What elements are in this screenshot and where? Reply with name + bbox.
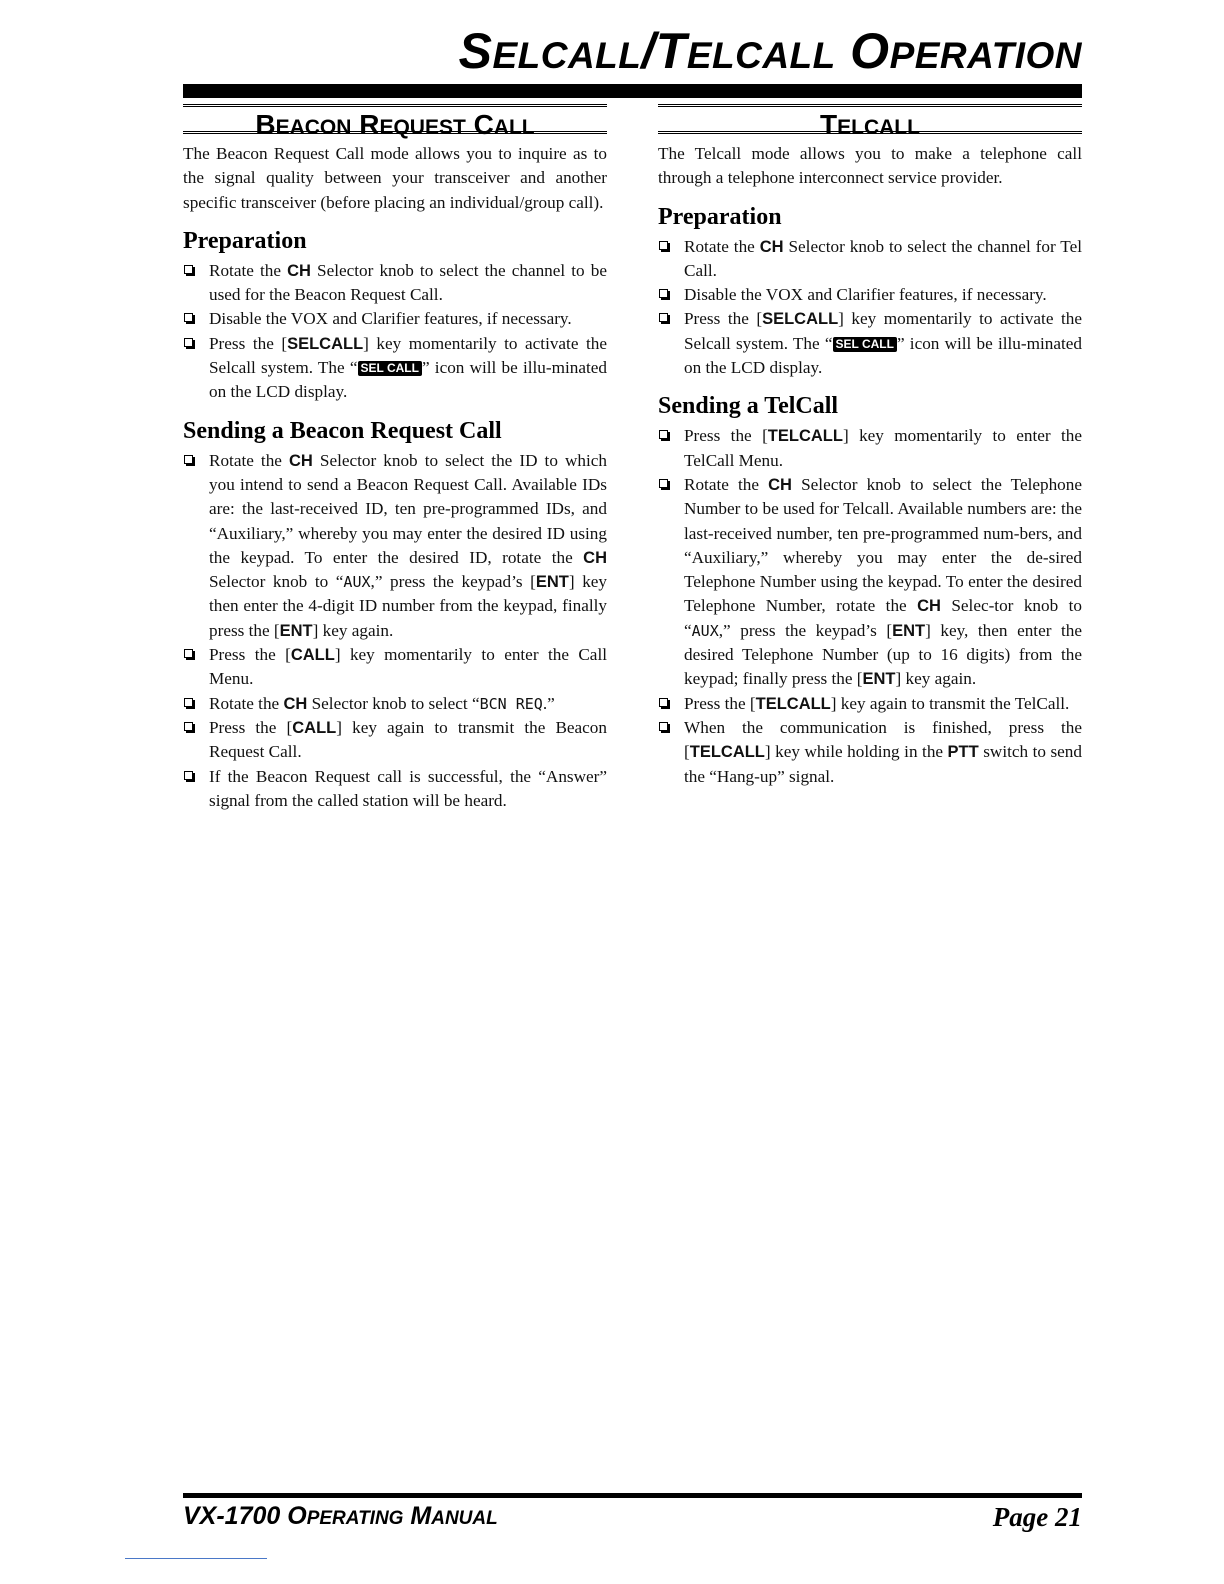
list-item: [183, 449, 607, 643]
beacon-request-column: [183, 104, 607, 813]
text-run: Selector knob to select the channel for Tel Call.: [684, 236, 1082, 280]
divider-line: [125, 1558, 267, 1559]
text-run: ] key momentarily to activate the Selcall system. The “: [209, 333, 607, 378]
checkbox-bullet-icon: [184, 455, 193, 464]
key-label: CH: [917, 597, 941, 616]
telcall-sending-title: Sending a TelCall: [658, 393, 839, 420]
key-label: ENT: [279, 621, 313, 640]
telcall-intro: The Telcall mode allows you to make a telephone call through a telephone interconnect service provider.: [658, 144, 1082, 188]
key-label: TELCALL: [767, 427, 843, 446]
key-label: CH: [288, 451, 313, 470]
title-part-rest: ELCALL: [686, 35, 836, 76]
list-item: [183, 332, 607, 405]
beacon-preparation-title: Preparation: [183, 227, 307, 254]
text-run: switch to send the “Hang-up” signal.: [684, 742, 1082, 786]
text-run: ] key again.: [312, 620, 394, 640]
title-part-initial: C: [465, 109, 494, 140]
footer-rule: [183, 1493, 1082, 1498]
beacon-sending-list: [183, 449, 607, 813]
text-run: Press the [: [209, 645, 291, 665]
title-part-rest: PERATION: [889, 35, 1082, 76]
title-part-rest: ELCALL: [492, 35, 642, 76]
title-bar: [183, 84, 1082, 98]
text-run: When the communication is finished, press the [: [684, 717, 1082, 762]
checkbox-bullet-icon: [659, 313, 668, 322]
text-run: Selector knob to select “: [307, 693, 480, 713]
list-item: [658, 283, 1082, 307]
list-item: [183, 716, 607, 765]
key-label: CH: [287, 261, 311, 280]
checkbox-bullet-icon: [184, 771, 193, 780]
text-run: Selector knob to select the ID to which you intend to send a Beacon Request Call. Available IDs are: the last-received ID, ten pre-programmed IDs, and “Auxiliary,” whereby you may enter the desired ID using the keypad. To enter the desired ID, rotate the: [209, 450, 607, 567]
checkbox-bullet-icon: [184, 338, 193, 347]
list-item: [658, 235, 1082, 284]
text-run: Selector knob to select the channel to be used for the Beacon Request Call.: [209, 260, 607, 305]
key-label: SELCALL: [287, 334, 364, 353]
title-part-rest: ALL: [493, 116, 535, 139]
text-run: ] key again to transmit the Beacon Request Call.: [209, 717, 607, 762]
key-label: SELCALL: [762, 310, 839, 329]
page-title: [458, 23, 1082, 79]
text-run: Disable the VOX and Clarifier features, if necessary.: [684, 285, 1047, 305]
title-part-initial: T: [820, 109, 838, 140]
telcall-column: [658, 104, 1082, 789]
text-run: ] key momentarily to activate the Selcall system. The “: [684, 309, 1082, 353]
key-label: PTT: [947, 743, 979, 762]
list-item: [658, 473, 1082, 692]
text-run: Rotate the: [209, 693, 284, 713]
key-label: CH: [768, 475, 792, 494]
title-part-initial: M: [403, 1502, 432, 1530]
title-part-initial: S: [458, 23, 493, 79]
text-run: Press the [: [209, 333, 288, 353]
title-part-rest: ANUAL: [431, 1508, 498, 1529]
title-part-rest: ELCALL: [837, 116, 920, 139]
telcall-sending-list: [658, 424, 1082, 788]
text-run: .”: [542, 693, 555, 713]
text-run: Rotate the: [209, 450, 289, 470]
text-run: Press the [: [684, 426, 768, 446]
checkbox-bullet-icon: [659, 289, 668, 298]
text-run: Rotate the: [684, 474, 769, 494]
key-label: CH: [759, 237, 784, 256]
beacon-request-heading: [183, 104, 607, 140]
key-label: ENT: [892, 621, 926, 640]
text-run: Selector knob to select the Telephone Number to be used for Telcall. Available numbers are: the last-received number, ten pre-programmed num-bers, and “Auxiliary,” whereby you may enter the de-sired Telephone Number using the keypad. To enter the desired Telephone Number, rotate the: [684, 474, 1082, 616]
checkbox-bullet-icon: [184, 265, 193, 274]
key-label: TELCALL: [755, 694, 831, 713]
lcd-text: BCN REQ: [479, 694, 543, 713]
list-item: [658, 424, 1082, 473]
beacon-sending-title: Sending a Beacon Request Call: [183, 417, 502, 444]
text-run: ,” press the keypad’s [: [370, 572, 536, 592]
sel-call-badge: SEL CALL: [358, 361, 422, 376]
page-number: Page 21: [992, 1502, 1082, 1532]
beacon-intro: The Beacon Request Call mode allows you to inquire as to the signal quality between your transceiver and another specific transceiver (before placing an individual/group call).: [183, 144, 607, 212]
text-run: ] key again.: [895, 669, 977, 689]
text-run: ,” press the keypad’s [: [718, 620, 893, 640]
telcall-preparation-title: Preparation: [658, 203, 782, 230]
key-label: CALL: [290, 646, 335, 665]
list-item: [183, 259, 607, 308]
checkbox-bullet-icon: [184, 649, 193, 658]
title-part-initial: VX-1700 O: [183, 1502, 307, 1530]
text-run: ] key momentarily to enter the TelCall Menu.: [684, 426, 1082, 470]
text-run: If the Beacon Request call is successful, the “Answer” signal from the called station will be heard.: [209, 766, 607, 810]
text-run: ] key while holding in the: [764, 742, 948, 762]
text-run: Disable the VOX and Clarifier features, if necessary.: [209, 309, 572, 329]
text-run: Press the [: [684, 309, 763, 329]
title-part-initial: /T: [641, 23, 687, 79]
checkbox-bullet-icon: [659, 241, 668, 250]
text-run: ] key momentarily to enter the Call Menu.: [209, 645, 607, 689]
key-label: CALL: [292, 718, 337, 737]
telcall-heading: [658, 104, 1082, 140]
text-run: ] key then enter the 4-digit ID number from the keypad, finally press the [: [209, 572, 608, 640]
lcd-text: AUX: [343, 573, 371, 592]
beacon-preparation-list: [183, 259, 607, 405]
list-item: [183, 307, 607, 331]
list-item: [658, 307, 1082, 380]
key-label: CH: [583, 548, 607, 567]
checkbox-bullet-icon: [659, 698, 668, 707]
manual-title: [183, 1502, 498, 1531]
title-part-initial: R: [351, 109, 380, 140]
text-run: ] key, then enter the desired Telephone Number (up to 16 digits) from the keypad; finally press the [: [684, 620, 1082, 689]
text-run: Selec-tor knob to “: [684, 596, 1082, 640]
checkbox-bullet-icon: [184, 722, 193, 731]
title-part-initial: O: [835, 23, 890, 79]
key-label: ENT: [862, 670, 896, 689]
checkbox-bullet-icon: [659, 479, 668, 488]
text-run: Rotate the: [684, 236, 760, 256]
title-part-initial: B: [255, 109, 276, 140]
list-item: [658, 692, 1082, 716]
list-item: [183, 643, 607, 692]
checkbox-bullet-icon: [659, 430, 668, 439]
text-run: ] key again to transmit the TelCall.: [830, 693, 1070, 713]
text-run: Rotate the: [209, 260, 288, 280]
title-part-rest: PERATING: [306, 1508, 404, 1529]
list-item: [183, 765, 607, 814]
telcall-preparation-list: [658, 235, 1082, 381]
key-label: CH: [283, 694, 308, 713]
key-label: TELCALL: [689, 743, 765, 762]
checkbox-bullet-icon: [659, 722, 668, 731]
text-run: Press the [: [684, 693, 756, 713]
checkbox-bullet-icon: [184, 313, 193, 322]
title-part-rest: EACON: [275, 116, 352, 139]
text-run: Selector knob to “: [209, 572, 344, 592]
key-label: ENT: [535, 573, 569, 592]
lcd-text: AUX: [691, 621, 719, 640]
checkbox-bullet-icon: [184, 698, 193, 707]
title-part-rest: EQUEST: [379, 116, 466, 139]
sel-call-badge: SEL CALL: [833, 337, 897, 352]
list-item: [658, 716, 1082, 789]
text-run: ” icon will be illu-minated on the LCD display.: [684, 333, 1082, 378]
text-run: ” icon will be illu-minated on the LCD display.: [209, 358, 607, 402]
list-item: [183, 692, 607, 716]
text-run: Press the [: [209, 717, 293, 737]
